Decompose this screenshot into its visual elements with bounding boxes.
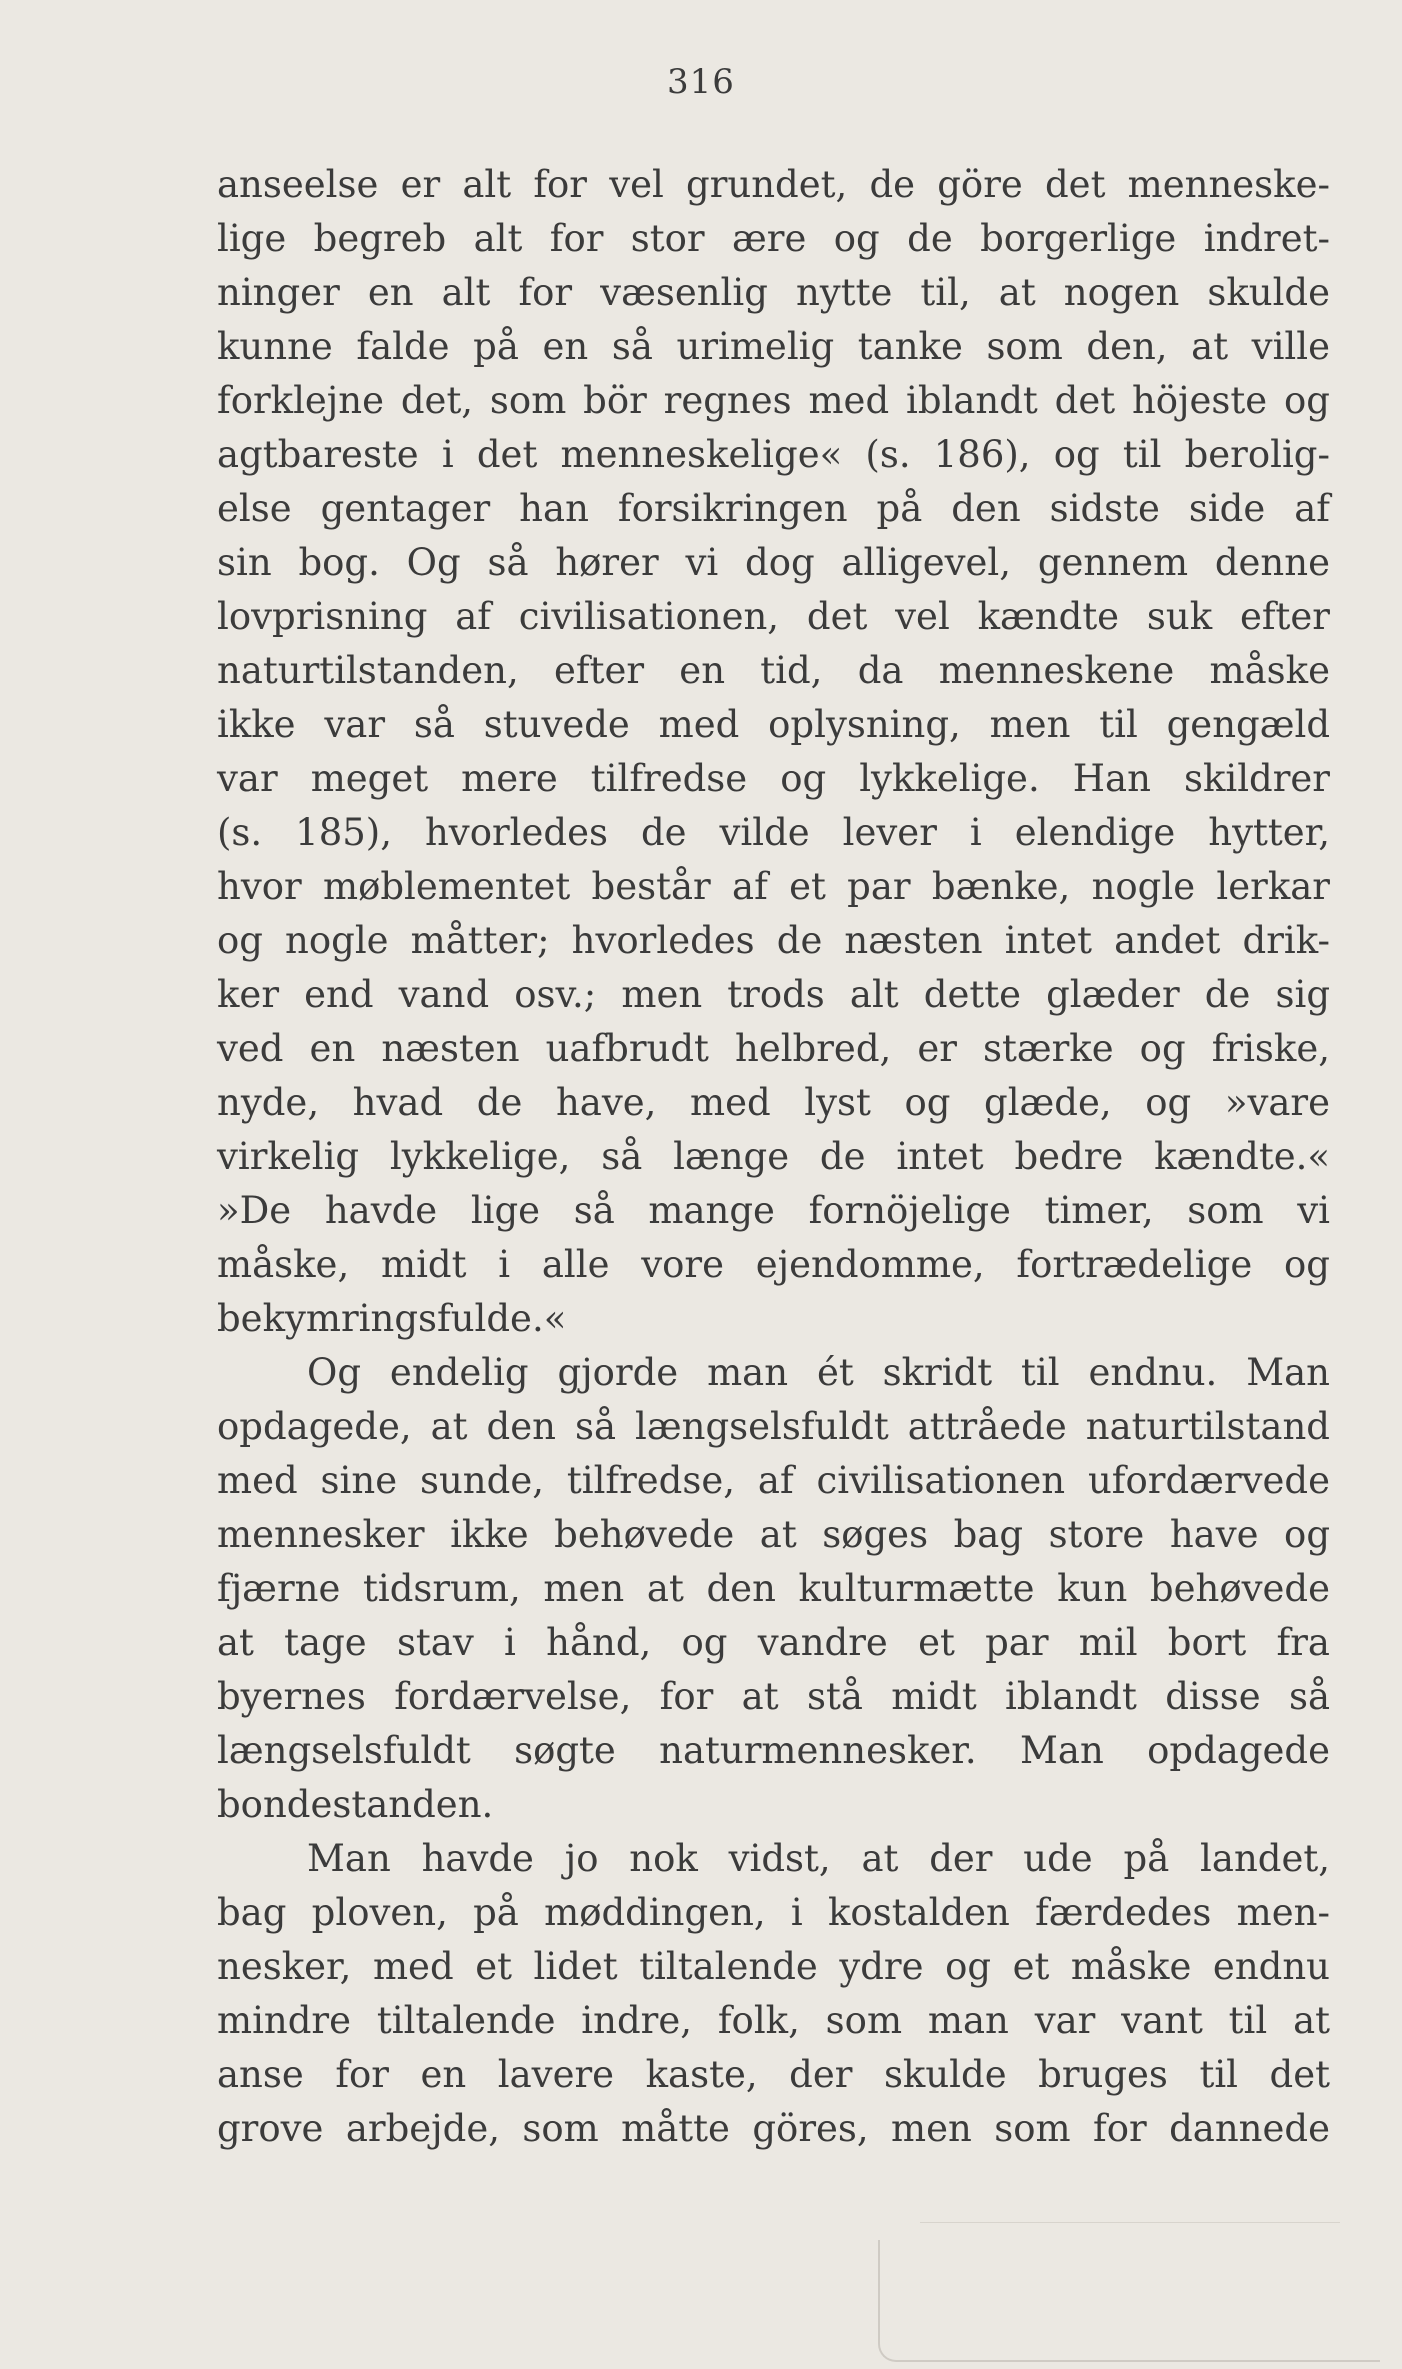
text-line: »De havde lige så mange fornöjelige timer, som vi: [217, 1189, 1330, 1232]
text-line: måske, midt i alle vore ejendomme, fortrædelige og: [217, 1243, 1330, 1286]
text-line: ikke var så stuvede med oplysning, men til gengæld: [217, 703, 1330, 746]
page-number: 316: [667, 62, 735, 102]
text-line: kunne falde på en så urimelig tanke som den, at ville: [217, 325, 1330, 368]
text-line: byernes fordærvelse, for at stå midt iblandt disse så: [217, 1675, 1330, 1718]
text-line: (s. 185), hvorledes de vilde lever i elendige hytter,: [217, 811, 1330, 854]
text-line: opdagede, at den så længselsfuldt attråede naturtilstand: [217, 1405, 1330, 1448]
paper-crease: [920, 2222, 1340, 2223]
text-line: else gentager han forsikringen på den sidste side af: [217, 487, 1330, 530]
text-line: bondestanden.: [217, 1783, 494, 1826]
text-line: ninger en alt for væsenlig nytte til, at nogen skulde: [217, 271, 1330, 314]
text-line: forklejne det, som bör regnes med iblandt det höjeste og: [217, 379, 1330, 422]
text-line: naturtilstanden, efter en tid, da menneskene måske: [217, 649, 1330, 692]
text-line: hvor møblementet består af et par bænke, nogle lerkar: [217, 865, 1330, 908]
text-line: mindre tiltalende indre, folk, som man var vant til at: [217, 1999, 1330, 2042]
text-line: Man havde jo nok vidst, at der ude på landet,: [307, 1837, 1330, 1880]
text-line: fjærne tidsrum, men at den kulturmætte kun behøvede: [217, 1567, 1330, 1610]
text-line: bekymringsfulde.«: [217, 1297, 567, 1340]
text-line: grove arbejde, som måtte göres, men som for dannede: [217, 2107, 1330, 2150]
text-line: ved en næsten uafbrudt helbred, er stærke og friske,: [217, 1027, 1330, 1070]
text-line: med sine sunde, tilfredse, af civilisationen ufordærvede: [217, 1459, 1330, 1502]
text-line: mennesker ikke behøvede at søges bag store have og: [217, 1513, 1330, 1556]
body-text: [217, 158, 1330, 2156]
text-line: nyde, hvad de have, med lyst og glæde, og »vare: [217, 1081, 1330, 1124]
text-line: lovprisning af civilisationen, det vel kændte suk efter: [217, 595, 1330, 638]
text-line: virkelig lykkelige, så længe de intet bedre kændte.«: [217, 1135, 1330, 1178]
text-line: var meget mere tilfredse og lykkelige. Han skildrer: [217, 757, 1330, 800]
text-line: anseelse er alt for vel grundet, de göre det menneske-: [217, 163, 1330, 206]
text-line: anse for en lavere kaste, der skulde bruges til det: [217, 2053, 1330, 2096]
text-line: at tage stav i hånd, og vandre et par mil bort fra: [217, 1621, 1330, 1664]
text-line: lige begreb alt for stor ære og de borgerlige indret-: [217, 217, 1330, 260]
text-line: nesker, med et lidet tiltalende ydre og et måske endnu: [217, 1945, 1330, 1988]
text-line: længselsfuldt søgte naturmennesker. Man opdagede: [217, 1729, 1330, 1772]
text-line: bag ploven, på møddingen, i kostalden færdedes men-: [217, 1891, 1330, 1934]
text-line: ker end vand osv.; men trods alt dette glæder de sig: [217, 973, 1330, 1016]
text-line: Og endelig gjorde man ét skridt til endnu. Man: [307, 1351, 1330, 1394]
text-line: agtbareste i det menneskelige« (s. 186), og til berolig-: [217, 433, 1330, 476]
text-line: sin bog. Og så hører vi dog alligevel, gennem denne: [217, 541, 1330, 584]
paper-mark: [878, 2240, 1380, 2362]
text-line: og nogle måtter; hvorledes de næsten intet andet drik-: [217, 919, 1330, 962]
